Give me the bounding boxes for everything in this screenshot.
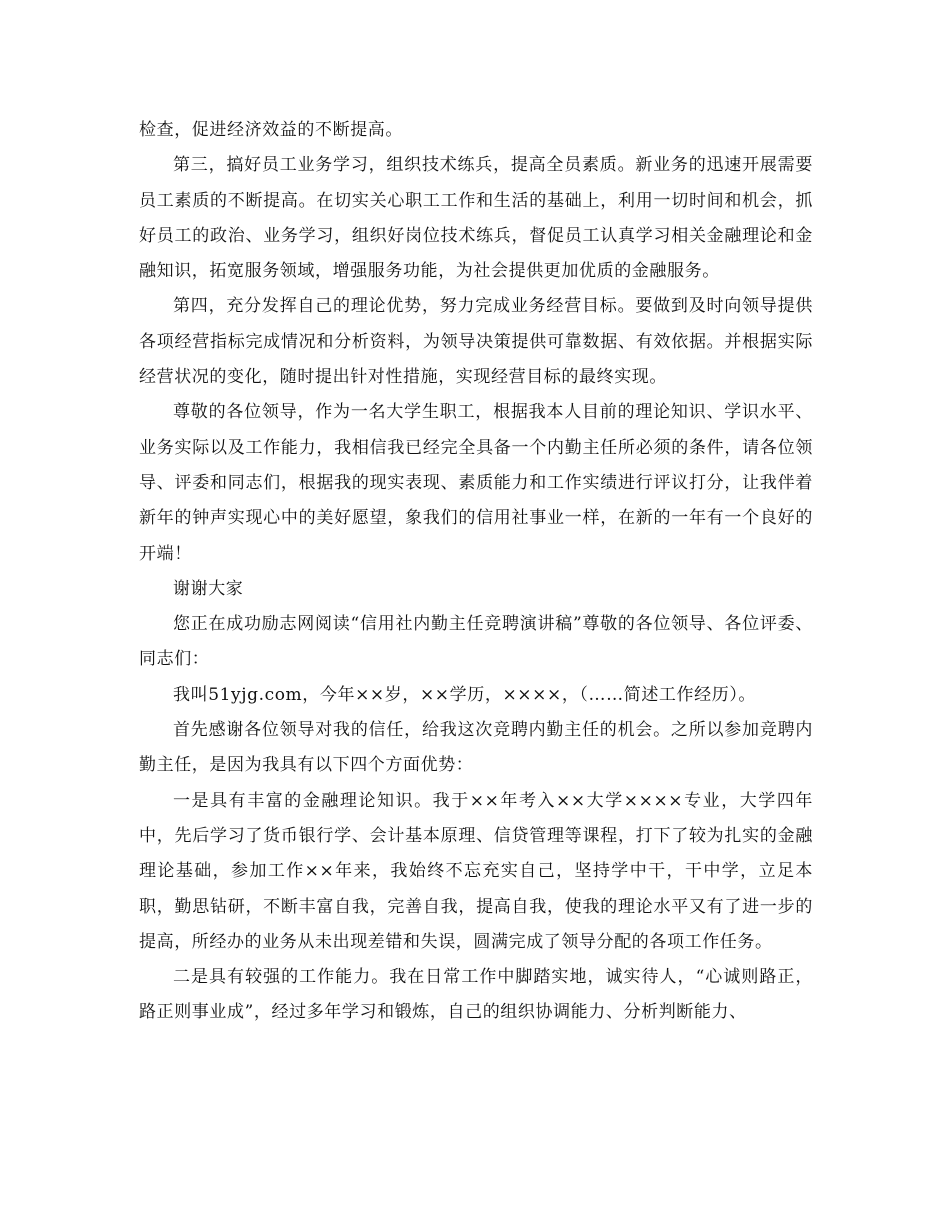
paragraph-gratitude: 首先感谢各位领导对我的信任，给我这次竞聘内勤主任的机会。之所以参加竞聘内勤主任，是因为我具有以下四个方面优势： — [139, 720, 813, 776]
paragraph-reading-notice: 您正在成功励志网阅读“信用社内勤主任竞聘演讲稿”尊敬的各位领导、各位评委、同志们： — [139, 614, 813, 670]
paragraph-third-point: 第三，搞好员工业务学习，组织技术练兵，提高全员素质。新业务的迅速开展需要员工素质的不断提高。在切实关心职工工作和生活的基础上，利用一切时间和机会，抓好员工的政治、业务学习，组织好岗位技术练兵，督促员工认真学习相关金融理论和金融知识，拓宽服务领域，增强服务功能，为社会提供更加优质的金融服务。 — [139, 155, 813, 282]
paragraph-self-introduction: 我叫51yjg.com，今年××岁，××学历，××××，（……简述工作经历）。 — [173, 684, 757, 705]
paragraph-continuation: 检查，促进经济效益的不断提高。 — [139, 120, 403, 140]
paragraph-fourth-point: 第四，充分发挥自己的理论优势，努力完成业务经营目标。要做到及时向领导提供各项经营指标完成情况和分析资料，为领导决策提供可靠数据、有效依据。并根据实际经营状况的变化，随时提出针对性措施，实现经营目标的最终实现。 — [139, 296, 813, 388]
paragraph-conclusion: 尊敬的各位领导，作为一名大学生职工，根据我本人目前的理论知识、学识水平、业务实际以及工作能力，我相信我已经完全具备一个内勤主任所必须的条件，请各位领导、评委和同志们，根据我的现实表现、素质能力和工作实绩进行评议打分，让我伴着新年的钟声实现心中的美好愿望，象我们的信用社事业一样，在新的一年有一个良好的开端！ — [139, 402, 813, 564]
document-page — [139, 113, 813, 1031]
paragraph-thanks: 谢谢大家 — [173, 578, 244, 599]
paragraph-advantage-one: 一是具有丰富的金融理论知识。我于××年考入××大学××××专业，大学四年中，先后学习了货币银行学、会计基本原理、信贷管理等课程，打下了较为扎实的金融理论基础，参加工作××年来，我始终不忘充实自己，坚持学中干，干中学，立足本职，勤思钻研，不断丰富自我，完善自我，提高自我，使我的理论水平又有了进一步的提高，所经办的业务从未出现差错和失误，圆满完成了领导分配的各项工作任务。 — [139, 790, 813, 952]
paragraph-advantage-two: 二是具有较强的工作能力。我在日常工作中脚踏实地，诚实待人，“心诚则路正，路正则事业成”，经过多年学习和锻炼，自己的组织协调能力、分析判断能力、 — [139, 967, 813, 1023]
